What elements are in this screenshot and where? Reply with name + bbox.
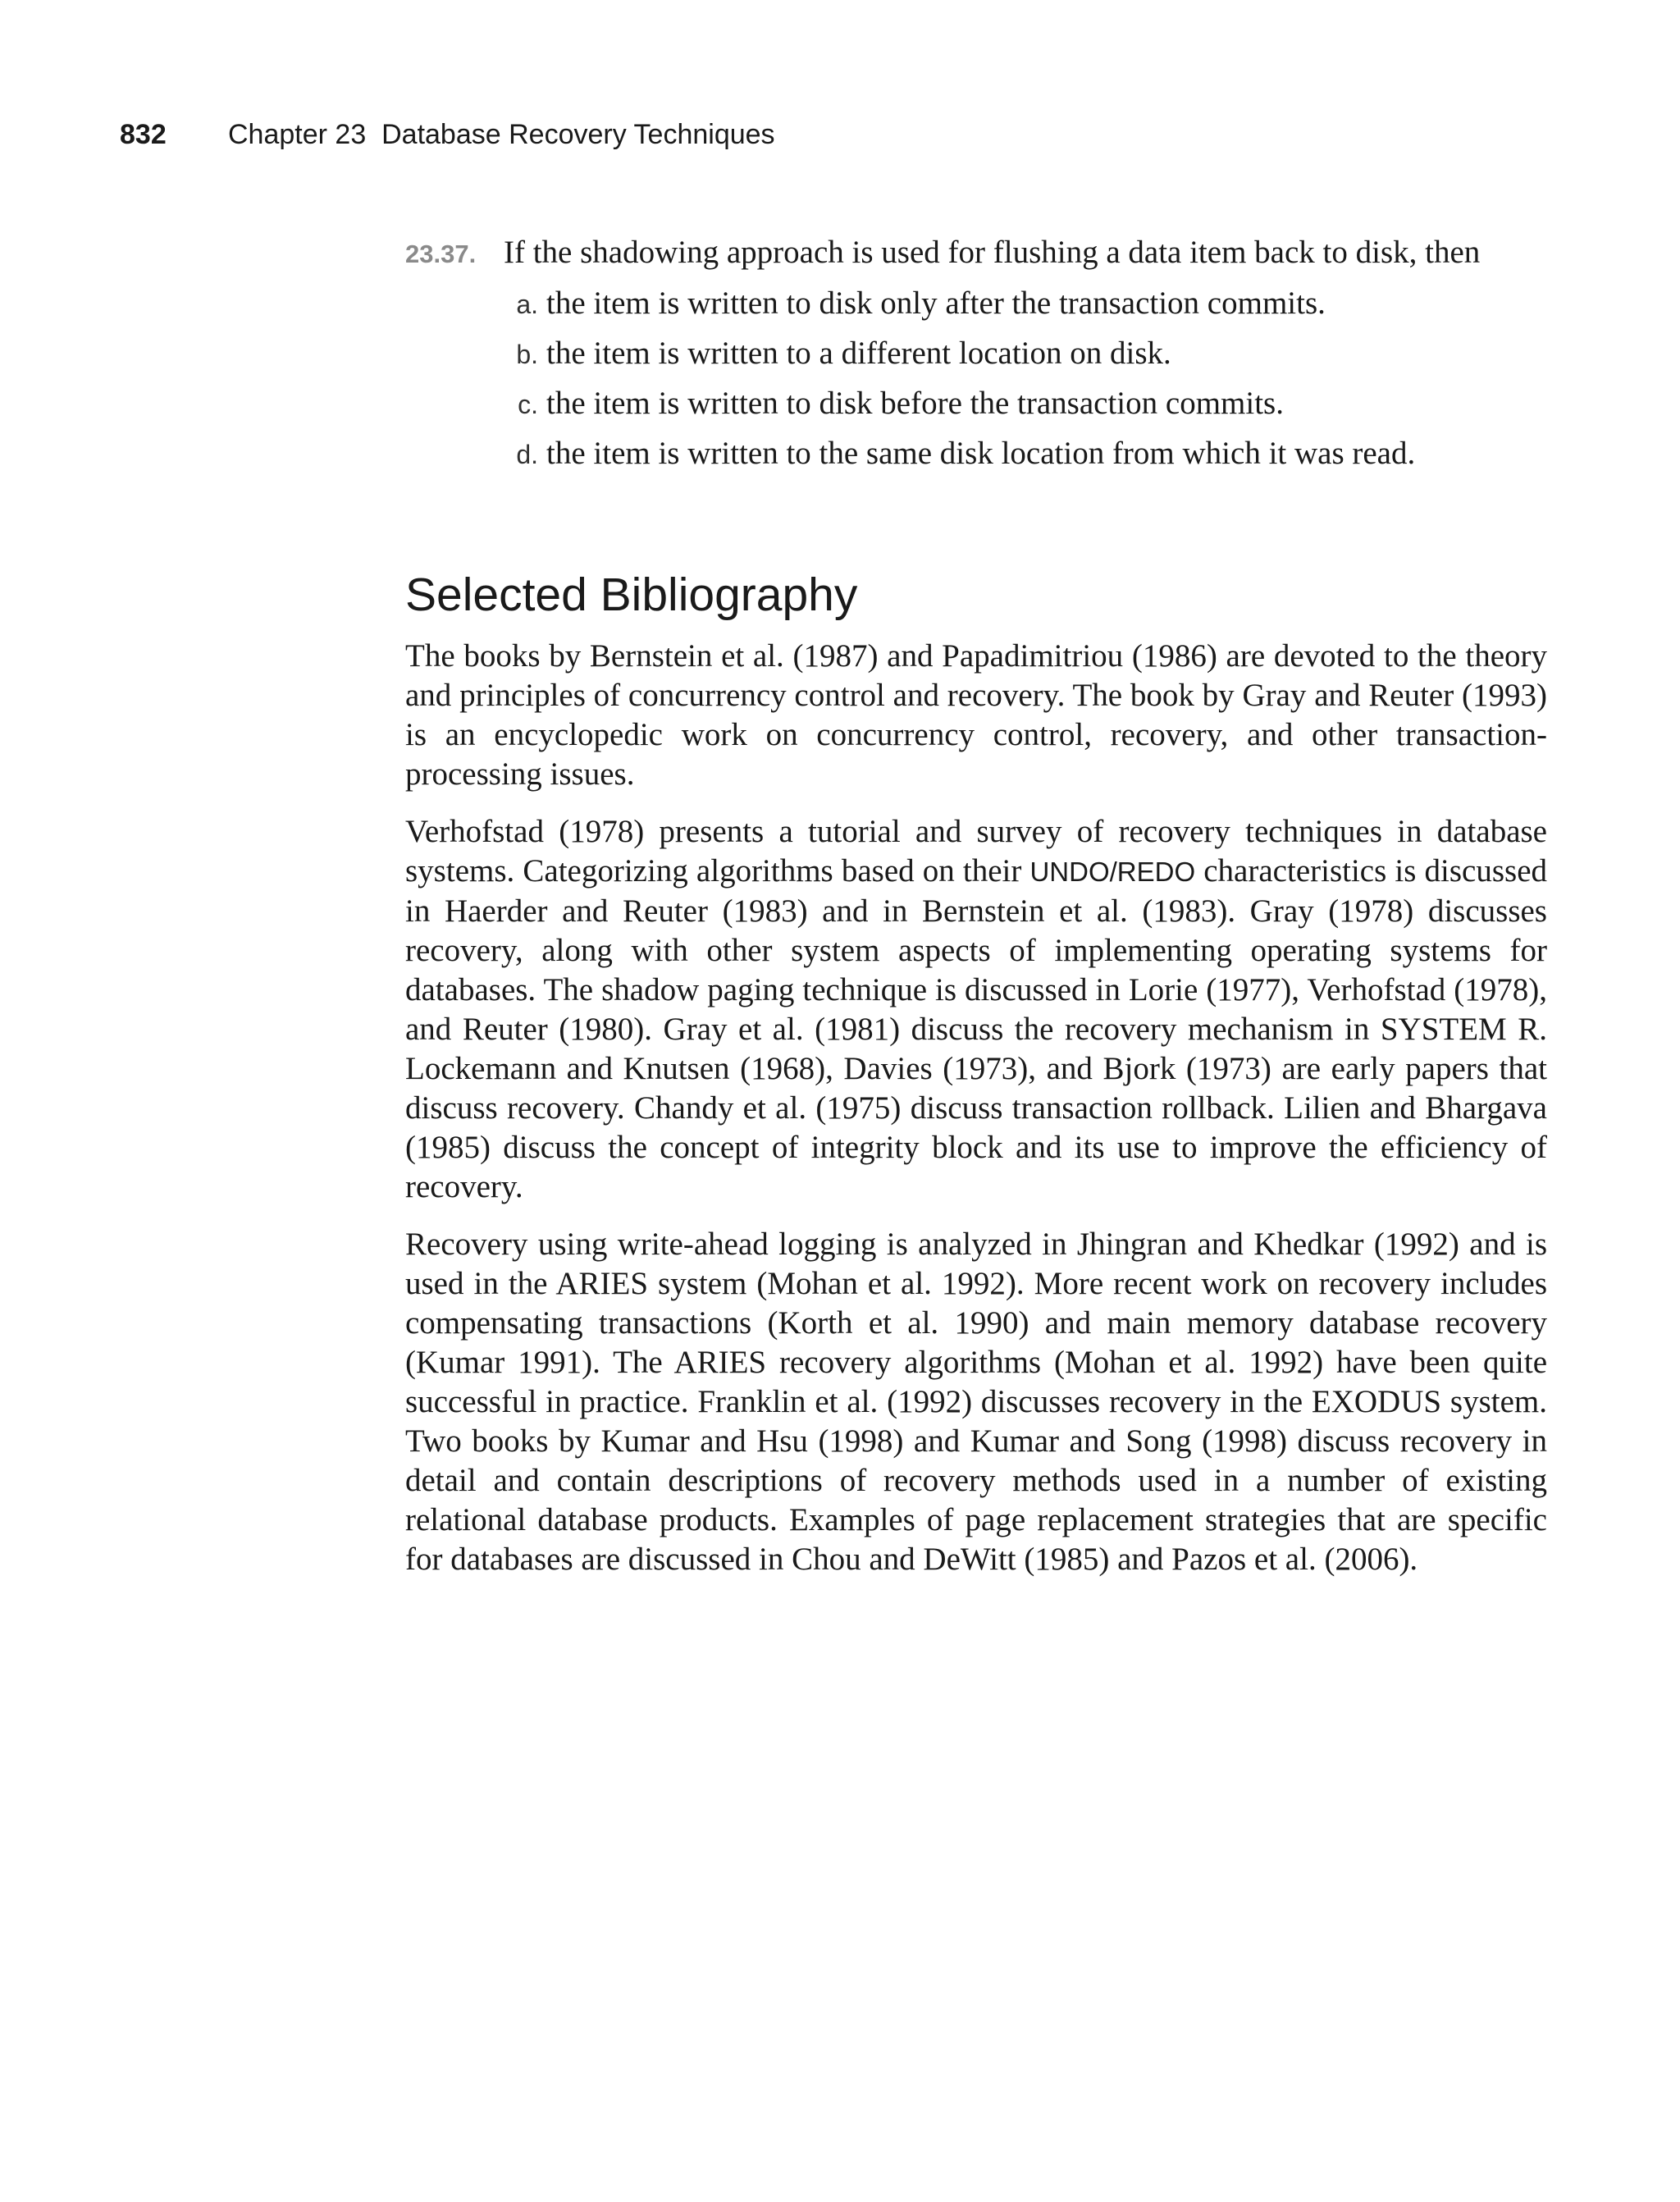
running-head <box>120 116 775 153</box>
page-number: 832 <box>120 119 167 150</box>
bibliography-body <box>405 637 1547 1597</box>
answer-option-c <box>405 379 1547 429</box>
section-heading: Selected Bibliography <box>405 569 858 621</box>
undo-redo-term: UNDO/REDO <box>1029 857 1196 887</box>
answer-option-a <box>405 279 1547 329</box>
answer-option-d <box>405 429 1547 479</box>
answer-options <box>405 279 1547 479</box>
question-number: 23.37. <box>405 240 477 268</box>
bibliography-paragraph-3: Recovery using write-ahead logging is analyzed in Jhingran and Khedkar (1992) and is used in the ARIES system (Mohan et al. 1992). More recent work on recovery includes compensating transactions (Korth et al. 1990) and main memory database recovery (Kumar 1991). The ARIES recovery algorithms (Mohan et al. 1992) have been quite successful in practice. Franklin et al. (1992) discusses recovery in the EXODUS system. Two books by Kumar and Hsu (1998) and Kumar and Song (1998) discuss recovery in detail and contain descriptions of recovery methods used in a number of existing relational database products. Examples of page replacement strategies that are specific for databases are discussed in Chou and DeWitt (1985) and Pazos et al. (2006). <box>405 1227 1547 1577</box>
paragraph-2-text-end: characteristics is discussed in Haerder and Reuter (1983) and in Bernstein et al. (1983). Gray (1978) discusses recovery, along with other system aspects of implementing operating systems for databases. The shadow paging technique is discussed in Lorie (1977), Verhofstad (1978), and Reuter (1980). Gray et al. (1981) discuss the recovery mechanism in SYSTEM R. Lockemann and Knutsen (1968), Davies (1973), and Bjork (1973) are early papers that discuss recovery. Chandy et al. (1975) discuss transaction rollback. Lilien and Bhargava (1985) discuss the concept of integrity block and its use to improve the efficiency of recovery. <box>405 853 1548 1204</box>
option-letter: c. <box>518 390 538 419</box>
option-text: the item is written to disk before the transaction commits. <box>546 386 1284 421</box>
option-text: the item is written to the same disk location from which it was read. <box>546 436 1416 471</box>
answer-option-b <box>405 329 1547 379</box>
question-stem: If the shadowing approach is used for flushing a data item back to disk, then <box>504 235 1481 270</box>
bibliography-paragraph-1: The books by Bernstein et al. (1987) and Papadimitriou (1986) are devoted to the theory and principles of concurrency control and recovery. The book by Gray and Reuter (1993) is an encyclopedic work on concurrency control, recovery, and other transaction-processing issues. <box>405 638 1547 792</box>
chapter-title: Chapter 23 Database Recovery Techniques <box>228 119 775 150</box>
question-stem-line <box>405 228 1547 279</box>
option-letter: a. <box>516 290 538 319</box>
paragraph-2-text-start: Verhofstad (1978) presents a tutorial and survey of recovery techniques in database systems. Categorizing algorithms based on their <box>405 814 1547 889</box>
option-text: the item is written to disk only after the transaction commits. <box>546 286 1326 321</box>
option-text: the item is written to a different location on disk. <box>546 336 1171 371</box>
option-letter: d. <box>516 440 538 469</box>
option-letter: b. <box>516 340 538 369</box>
review-question <box>405 228 1547 479</box>
bibliography-paragraph-2 <box>405 812 1547 1207</box>
